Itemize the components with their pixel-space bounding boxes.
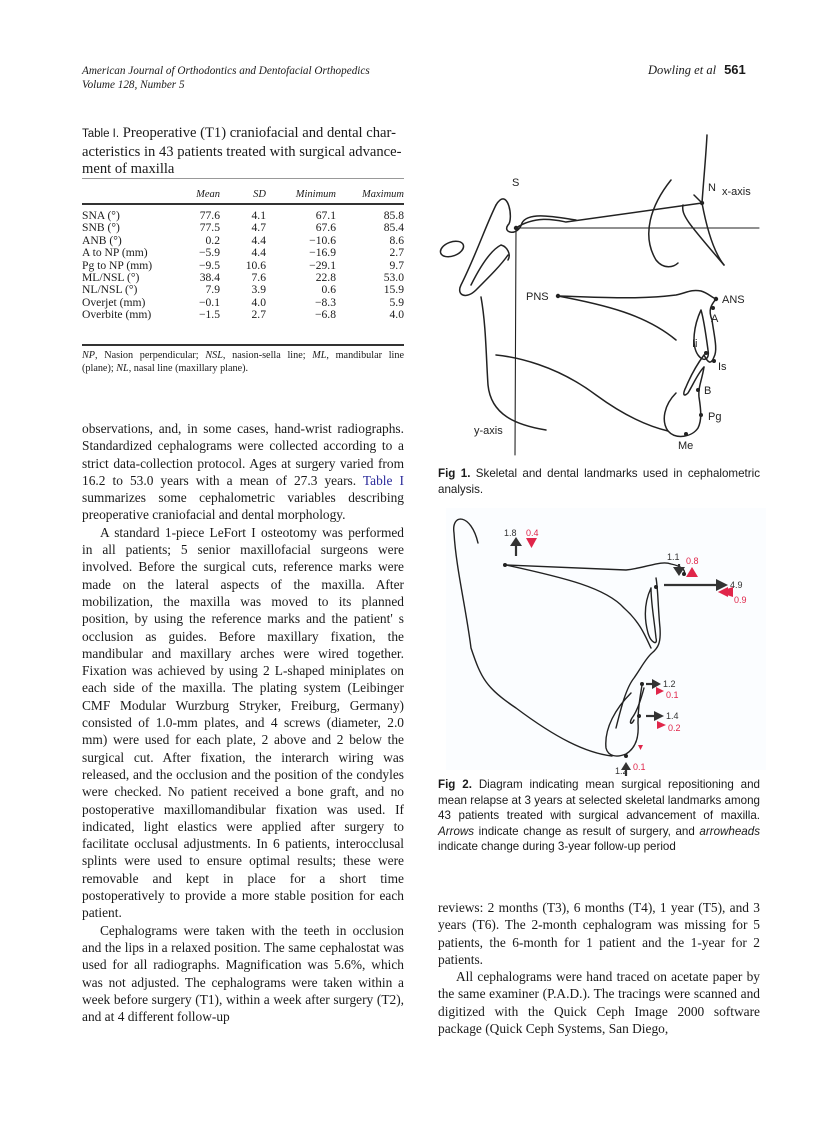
table-1 — [82, 184, 404, 322]
cell-mean: −0.1 — [198, 295, 220, 309]
pg-relapse-value: 0.2 — [668, 723, 681, 733]
b-relapse-value: 0.1 — [666, 690, 679, 700]
cell-min: −29.1 — [309, 258, 336, 272]
landmark-label-ans: ANS — [722, 294, 745, 306]
figure-1-cephalometric-tracing — [436, 125, 766, 455]
figure-2-caption-text-b: indicate change as result of surgery, and — [474, 824, 700, 838]
ans-surgery-value: 1.1 — [667, 552, 680, 562]
cell-sd: 4.1 — [251, 209, 266, 222]
right-column-body — [438, 899, 760, 1037]
paragraph-1-text-a: observations, and, in some cases, hand-wrist radiographs. Standardized cephalograms were collected according to a strict data-collection protocol. Ages at surgery varied from 16.2 to 53.0 years with a mean of 27.3 years. — [82, 421, 404, 488]
abbr-np-def: , Nasion perpendicular; — [95, 350, 206, 361]
row-label: Overbite (mm) — [82, 308, 152, 322]
landmark-label-a: A — [711, 313, 719, 325]
paragraph-4: reviews: 2 months (T3), 6 months (T4), 1 year (T5), and 3 years (T6). The 2-month cephalogram was missing for 5 patients, the 6-month for 1 patient and the 1-year for 2 patients. — [438, 900, 760, 967]
cell-mean: −5.9 — [198, 246, 220, 260]
author-running-head: Dowling et al — [648, 63, 717, 77]
left-column-body — [82, 420, 404, 1025]
table-1-title — [82, 125, 404, 179]
cell-mean: −9.5 — [198, 258, 220, 272]
cell-mean: 77.6 — [199, 209, 220, 222]
cell-sd: 10.6 — [245, 258, 266, 272]
table-row — [82, 247, 404, 259]
landmark-label-pns: PNS — [526, 291, 549, 303]
paragraph-1-text-b: summarizes some cephalometric variables describing preoperative craniofacial and dental morphology. — [82, 490, 404, 523]
cell-sd: 4.4 — [251, 233, 266, 247]
row-label: ANB (°) — [82, 233, 122, 247]
figure-2-caption-text-a: Diagram indicating mean surgical repositioning and mean relapse at 3 years at selected skeletal landmarks among 43 patients treated with surgical advancement of maxilla. — [438, 778, 760, 823]
cell-sd: 2.7 — [251, 308, 266, 322]
row-label: NL/NSL (°) — [82, 283, 138, 297]
row-label: SNA (°) — [82, 209, 120, 222]
cell-min: −10.6 — [309, 233, 336, 247]
figure-2-repositioning-diagram — [446, 508, 766, 776]
landmark-label-pg: Pg — [708, 411, 722, 423]
row-label: A to NP (mm) — [82, 246, 148, 260]
journal-title: American Journal of Orthodontics and Dentofacial Orthopedics — [82, 65, 370, 77]
cell-sd: 4.7 — [251, 221, 266, 235]
table-1-title-line-2: acteristics in 43 patients treated with surgical advance- — [82, 143, 402, 160]
pns-relapse-value: 0.4 — [526, 528, 539, 538]
landmark-label-ii: Ii — [692, 338, 698, 350]
landmark-label-s: S — [512, 177, 520, 189]
col-header-max: Maximum — [362, 188, 404, 200]
landmark-label-me: Me — [678, 440, 694, 452]
col-header-min: Minimum — [295, 188, 336, 200]
figure-1-label: Fig 1. — [438, 467, 471, 480]
cell-max: 53.0 — [383, 271, 404, 285]
table-bottom-rule — [82, 344, 404, 346]
cell-min: −6.8 — [314, 308, 336, 322]
landmark-label-n: N — [708, 182, 716, 194]
page-number: 561 — [724, 62, 746, 77]
table-row — [82, 204, 404, 222]
cell-mean: 7.9 — [205, 283, 220, 297]
cell-min: −16.9 — [309, 246, 336, 260]
running-header-right — [648, 62, 746, 78]
a-relapse-value: 0.9 — [734, 595, 747, 605]
journal-volume: Volume 128, Number 5 — [82, 79, 185, 91]
row-label: Overjet (mm) — [82, 295, 146, 309]
figure-2-caption — [438, 777, 760, 855]
cell-max: 85.8 — [383, 209, 404, 222]
figure-2-caption-text-c: indicate change during 3-year follow-up period — [438, 840, 676, 854]
paragraph-5: All cephalograms were hand traced on acetate paper by the same examiner (P.A.D.). The tracings were scanned and digitized with the Quick Ceph Image 2000 software package (Quick Ceph Systems, San Diego, — [438, 969, 760, 1037]
cell-min: 0.6 — [321, 283, 336, 297]
cell-sd: 4.4 — [251, 246, 266, 260]
paragraph-1 — [82, 420, 404, 524]
figure-1-caption — [438, 466, 760, 497]
cell-min: 67.1 — [315, 209, 336, 222]
cell-max: 8.6 — [389, 233, 404, 247]
cell-mean: 38.4 — [199, 271, 220, 285]
paragraph-2: A standard 1-piece LeFort I osteotomy was performed in all patients; 5 senior maxillofacial surgeons were involved. Before the surgical cuts, reference marks were made on the lateral aspects of the maxilla. After mobilization, the maxilla was moved to its planned position, by using the reference marks and the patient' s occlusion as guides. Before maxillary fixation, the mandibular and maxillary arches were wired together. Fixation was achieved by using 2 L-shaped miniplates on each side of the maxilla. The plating system (Leibinger CMF Modular Wurzburg Stryker, Freiburg, Germany) consisted of 1.0-mm plates, and 4 screws (diameter, 2.0 mm) were used for each plate, 2 above and 2 below the surgical cut. After fixation, the interarch wiring was released, and the occlusion and the position of the condyles were checked. No patient received a bone graft, and no postoperative maxillomandibular fixation was used. If indicated, light elastics were applied after surgery to facilitate occlusal adjustments. In 6 patients, interocclusal splints were used to ensure optimal results; these were removable and kept in place for a short time postoperatively to provide a more stable position for each patient. — [82, 524, 404, 921]
col-header-label — [82, 184, 174, 204]
cell-max: 4.0 — [389, 308, 404, 322]
table-1-label: Table I. — [82, 128, 120, 140]
cell-mean: −1.5 — [198, 308, 220, 322]
abbr-np: NP — [82, 350, 96, 361]
cell-min: 22.8 — [315, 271, 336, 285]
cell-max: 9.7 — [389, 258, 404, 272]
figure-2-caption-em-arrowheads: arrowheads — [699, 824, 760, 838]
pns-surgery-value: 1.8 — [504, 528, 517, 538]
cell-max: 5.9 — [389, 295, 404, 309]
abbr-nsl-def: , nasion-sella line; — [222, 350, 313, 361]
figure-2-label: Fig 2. — [438, 778, 472, 791]
me-relapse-value: 0.1 — [633, 762, 646, 772]
cell-max: 15.9 — [383, 283, 404, 297]
cell-min: −8.3 — [314, 295, 336, 309]
table-1-footnote — [82, 349, 404, 375]
running-header-journal — [82, 64, 370, 92]
table-top-rule — [82, 178, 404, 179]
cell-mean: 77.5 — [199, 221, 220, 235]
me-surgery-value: 1.2 — [615, 766, 628, 776]
abbr-ml-def: , mandibular line (plane); — [82, 350, 404, 374]
table-1-link[interactable]: Table I — [362, 472, 404, 488]
paragraph-3: Cephalograms were taken with the teeth in occlusion and the lips in a relaxed position. The same cephalostat was used for all radiographs. Magnification was 5.6%, which was not adjusted. The cephalograms were taken within a week before surgery (T1), within a week after surgery (T2), and at 4 different follow-up — [82, 922, 404, 1025]
landmark-label-is: Is — [718, 361, 727, 373]
figure-1-caption-text: Skeletal and dental landmarks used in cephalometric analysis. — [438, 467, 760, 496]
abbr-nl-def: , nasal line (maxillary plane). — [128, 363, 249, 374]
a-surgery-value: 4.9 — [730, 580, 743, 590]
cell-max: 2.7 — [389, 246, 404, 260]
table-1-title-line-3: ment of maxilla — [82, 161, 175, 177]
cell-min: 67.6 — [315, 221, 336, 235]
col-header-mean: Mean — [196, 188, 220, 200]
table-1-title-line-1: Preoperative (T1) craniofacial and dental char- — [122, 125, 396, 141]
cell-mean: 0.2 — [205, 233, 220, 247]
abbr-nl: NL — [116, 363, 129, 374]
ans-relapse-value: 0.8 — [686, 556, 699, 566]
table-header-row — [82, 184, 404, 204]
figure-2-caption-em-arrows: Arrows — [438, 824, 475, 838]
b-surgery-value: 1.2 — [663, 679, 676, 689]
cell-sd: 7.6 — [251, 271, 266, 285]
row-label: Pg to NP (mm) — [82, 258, 153, 272]
col-header-sd: SD — [253, 188, 266, 200]
row-label: SNB (°) — [82, 221, 120, 235]
table-row — [82, 222, 404, 234]
row-label: ML/NSL (°) — [82, 271, 140, 285]
abbr-ml: ML — [312, 350, 327, 361]
y-axis-label: y-axis — [474, 425, 503, 437]
landmark-label-b: B — [704, 385, 712, 397]
table-row — [82, 309, 404, 321]
cell-max: 85.4 — [383, 221, 404, 235]
pg-surgery-value: 1.4 — [666, 711, 679, 721]
table-row — [82, 284, 404, 296]
cell-sd: 4.0 — [251, 295, 266, 309]
cell-sd: 3.9 — [251, 283, 266, 297]
x-axis-label: x-axis — [722, 186, 751, 198]
abbr-nsl: NSL — [205, 350, 223, 361]
